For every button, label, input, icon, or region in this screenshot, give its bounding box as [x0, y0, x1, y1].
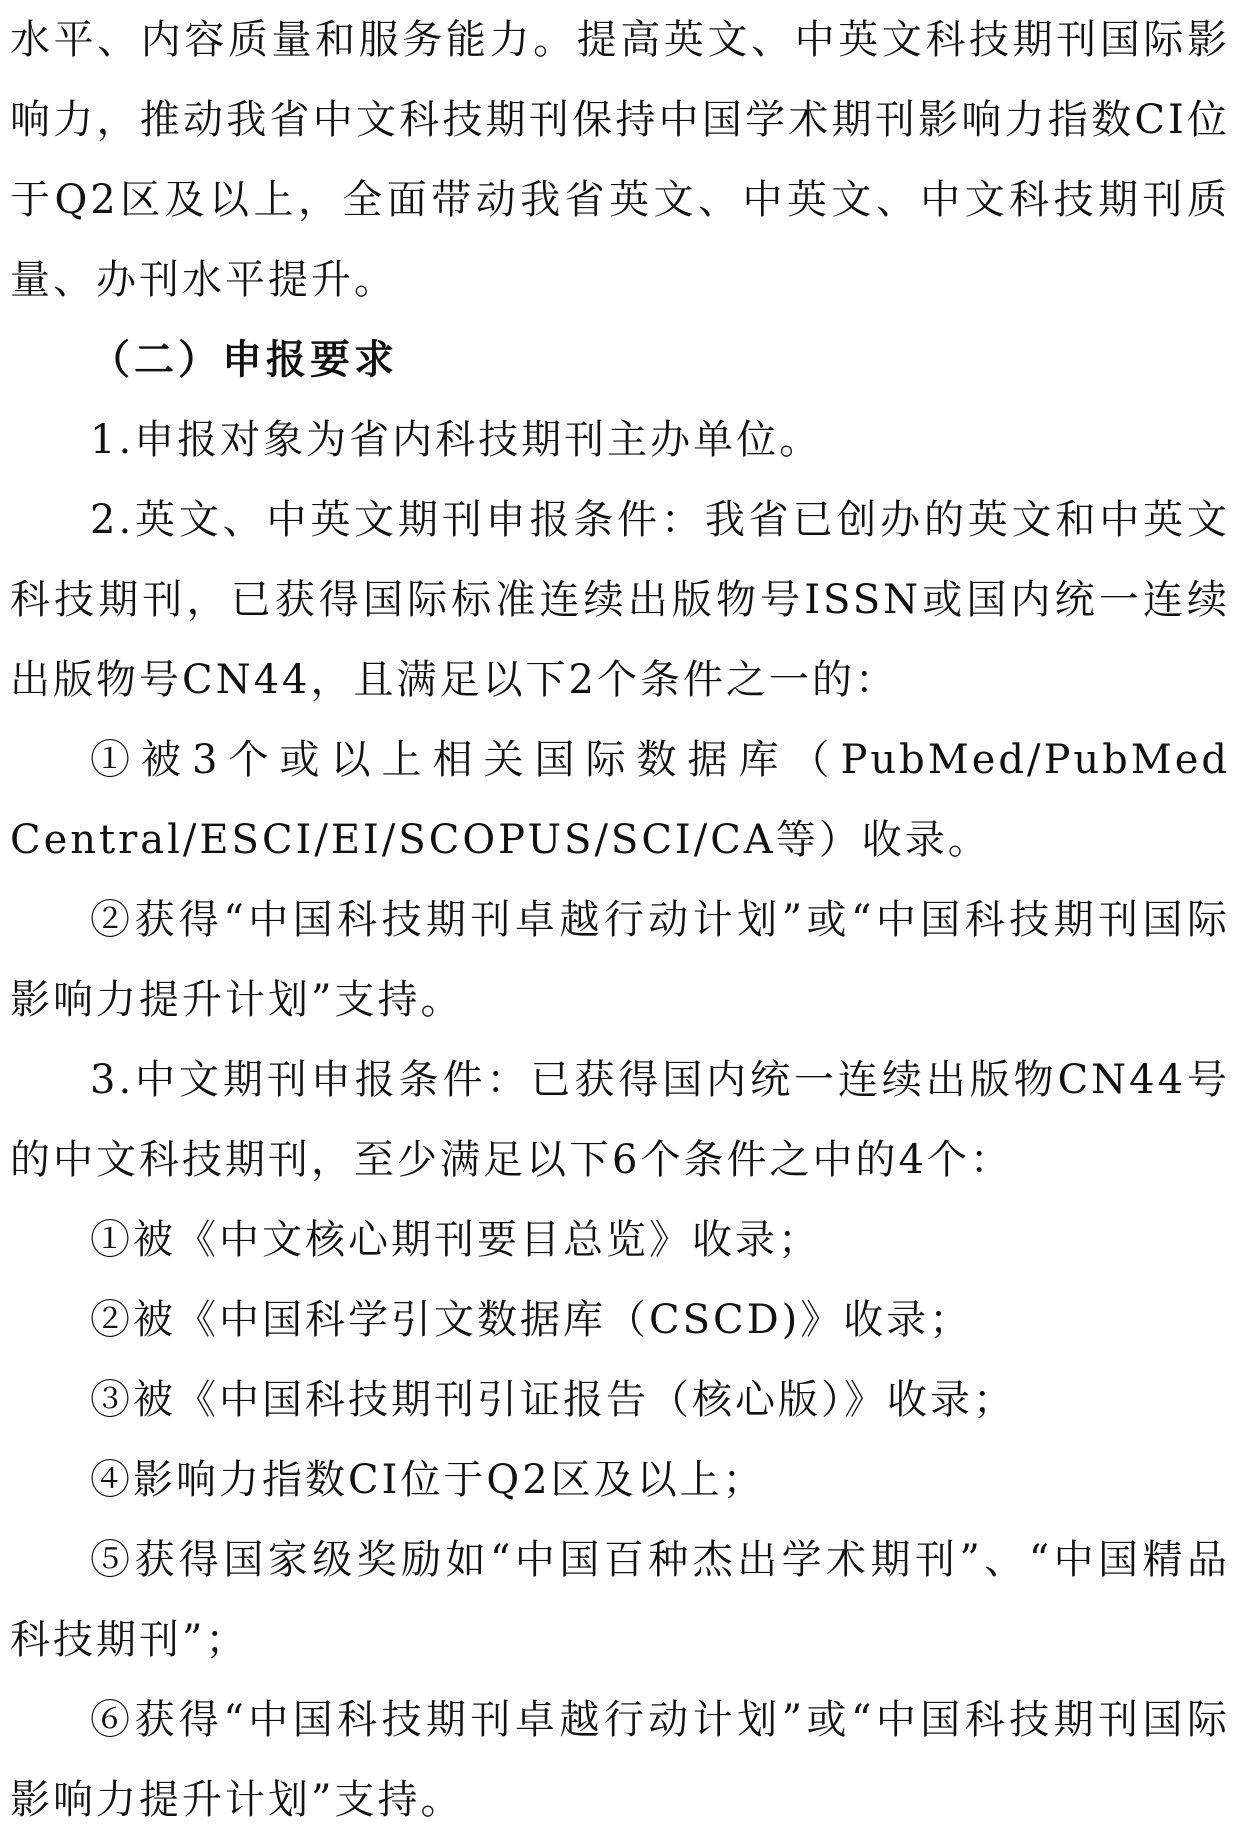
requirement-1: 1.申报对象为省内科技期刊主办单位。: [90, 417, 823, 463]
requirement-3: 3.中文期刊申报条件：已获得国内统一连续出版物CN44号的中文科技期刊，至少满足以下6个条件之中的4个：: [10, 1057, 1230, 1183]
requirement-2-item-1: ①被3个或以上相关国际数据库（PubMed/PubMed Central/ESCI/EI/SCOPUS/SCI/CA等）收录。: [10, 737, 1230, 863]
requirement-3-item-3: ③被《中国科技期刊引证报告（核心版）》收录；: [90, 1377, 1016, 1423]
requirement-3-item-5: ⑤获得国家级奖励如“中国百种杰出学术期刊”、“中国精品科技期刊”；: [10, 1537, 1230, 1663]
paragraph-continued: 水平、内容质量和服务能力。提高英文、中英文科技期刊国际影响力，推动我省中文科技期刊保持中国学术期刊影响力指数CI位于Q2区及以上，全面带动我省英文、中英文、中文科技期刊质量、办刊水平提升。: [10, 17, 1230, 303]
document-body: [10, 0, 1230, 1840]
requirement-3-item-2: ②被《中国科学引文数据库（CSCD)》收录；: [90, 1297, 973, 1343]
requirement-2-item-2: ②获得“中国科技期刊卓越行动计划”或“中国科技期刊国际影响力提升计划”支持。: [10, 897, 1230, 1023]
requirement-2: 2.英文、中英文期刊申报条件：我省已创办的英文和中英文科技期刊，已获得国际标准连续出版物号ISSN或国内统一连续出版物号CN44，且满足以下2个条件之一的：: [10, 497, 1230, 703]
requirement-3-item-4: ④影响力指数CI位于Q2区及以上；: [90, 1457, 766, 1503]
requirement-3-item-1: ①被《中文核心期刊要目总览》收录；: [90, 1217, 821, 1263]
requirement-3-item-6: ⑥获得“中国科技期刊卓越行动计划”或“中国科技期刊国际影响力提升计划”支持。: [10, 1697, 1230, 1823]
section-heading: （二）申报要求: [90, 337, 398, 383]
